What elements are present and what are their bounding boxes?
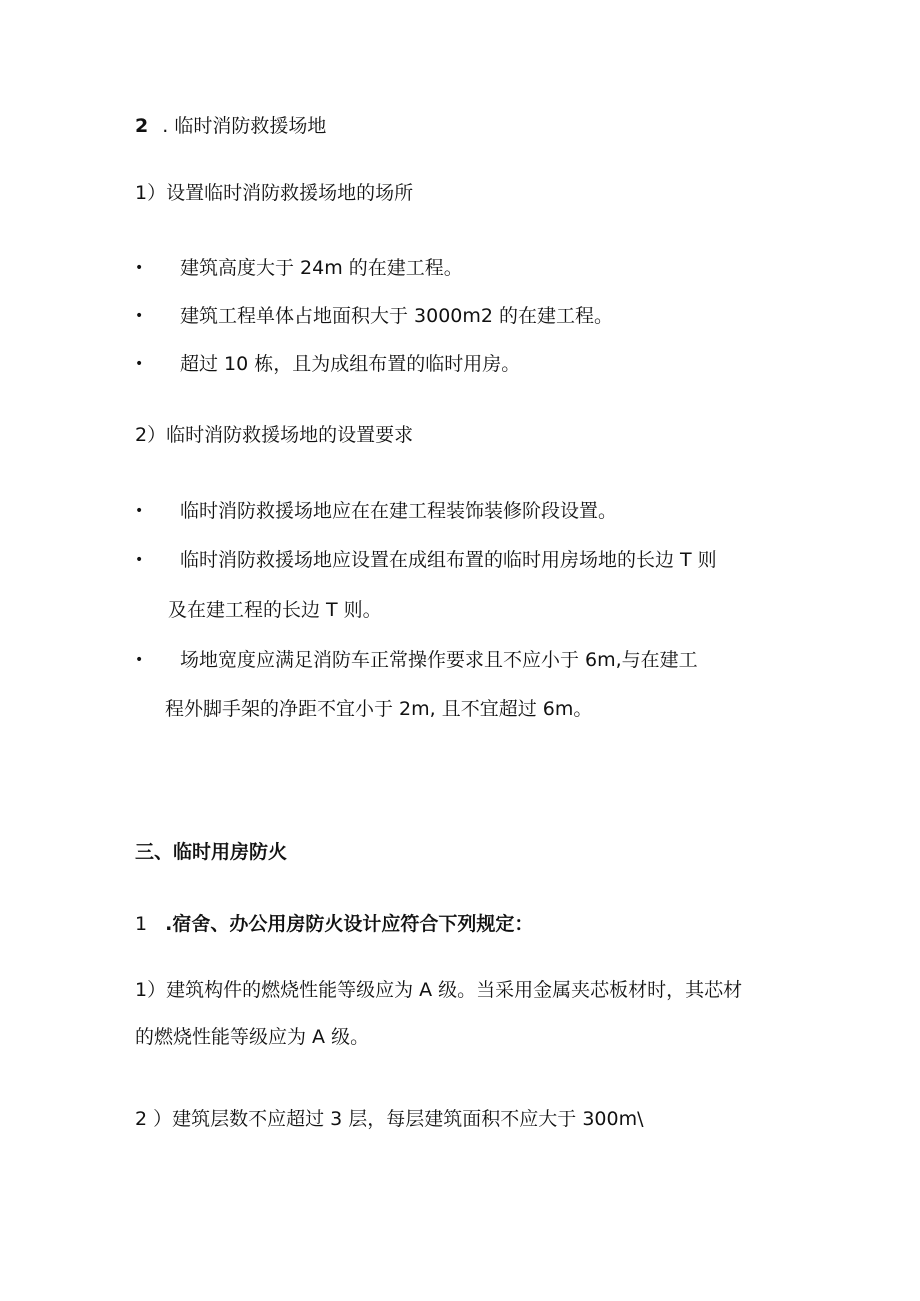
section-2-heading bbox=[135, 114, 326, 138]
section-2-title: . 临时消防救援场地 bbox=[162, 115, 327, 137]
rule-2: 2 ）建筑层数不应超过 3 层，每层建筑面积不应大于 300m\ bbox=[135, 1108, 644, 1130]
clause-1 bbox=[135, 912, 533, 936]
list-item: 建筑高度大于 24m 的在建工程。 bbox=[180, 257, 463, 279]
bullet-icon: • bbox=[135, 652, 144, 668]
list-item: 场地宽度应满足消防车正常操作要求且不应小于 6m,与在建工 bbox=[180, 649, 698, 671]
bullet-icon: • bbox=[135, 503, 144, 519]
subsection-2-heading: 2）临时消防救援场地的设置要求 bbox=[135, 424, 414, 446]
list-item: 临时消防救援场地应在在建工程装饰装修阶段设置。 bbox=[180, 500, 618, 522]
clause-1-text: .宿舍、办公用房防火设计应符合下列规定： bbox=[165, 913, 534, 935]
bullet-icon: • bbox=[135, 356, 144, 372]
bullet-icon: • bbox=[135, 308, 144, 324]
bullet-icon: • bbox=[135, 552, 144, 568]
list-item-continuation: 程外脚手架的净距不宜小于 2m, 且不宜超过 6m。 bbox=[165, 698, 593, 720]
list-item-continuation: 及在建工程的长边 T 则。 bbox=[168, 599, 382, 621]
section-3-heading: 三、临时用房防火 bbox=[135, 841, 288, 863]
list-item: 超过 10 栋，且为成组布置的临时用房。 bbox=[180, 353, 521, 375]
bullet-icon: • bbox=[135, 260, 144, 276]
section-2-number: 2 bbox=[135, 115, 149, 137]
subsection-1-heading: 1）设置临时消防救援场地的场所 bbox=[135, 182, 414, 204]
rule-1-line-1: 1）建筑构件的燃烧性能等级应为 A 级。当采用金属夹芯板材时，其芯材 bbox=[135, 979, 743, 1001]
list-item: 建筑工程单体占地面积大于 3000m2 的在建工程。 bbox=[180, 305, 614, 327]
rule-1-line-2: 的燃烧性能等级应为 A 级。 bbox=[135, 1026, 370, 1048]
list-item: 临时消防救援场地应设置在成组布置的临时用房场地的长边 T 则 bbox=[180, 549, 717, 571]
clause-1-number: 1 bbox=[135, 913, 148, 935]
